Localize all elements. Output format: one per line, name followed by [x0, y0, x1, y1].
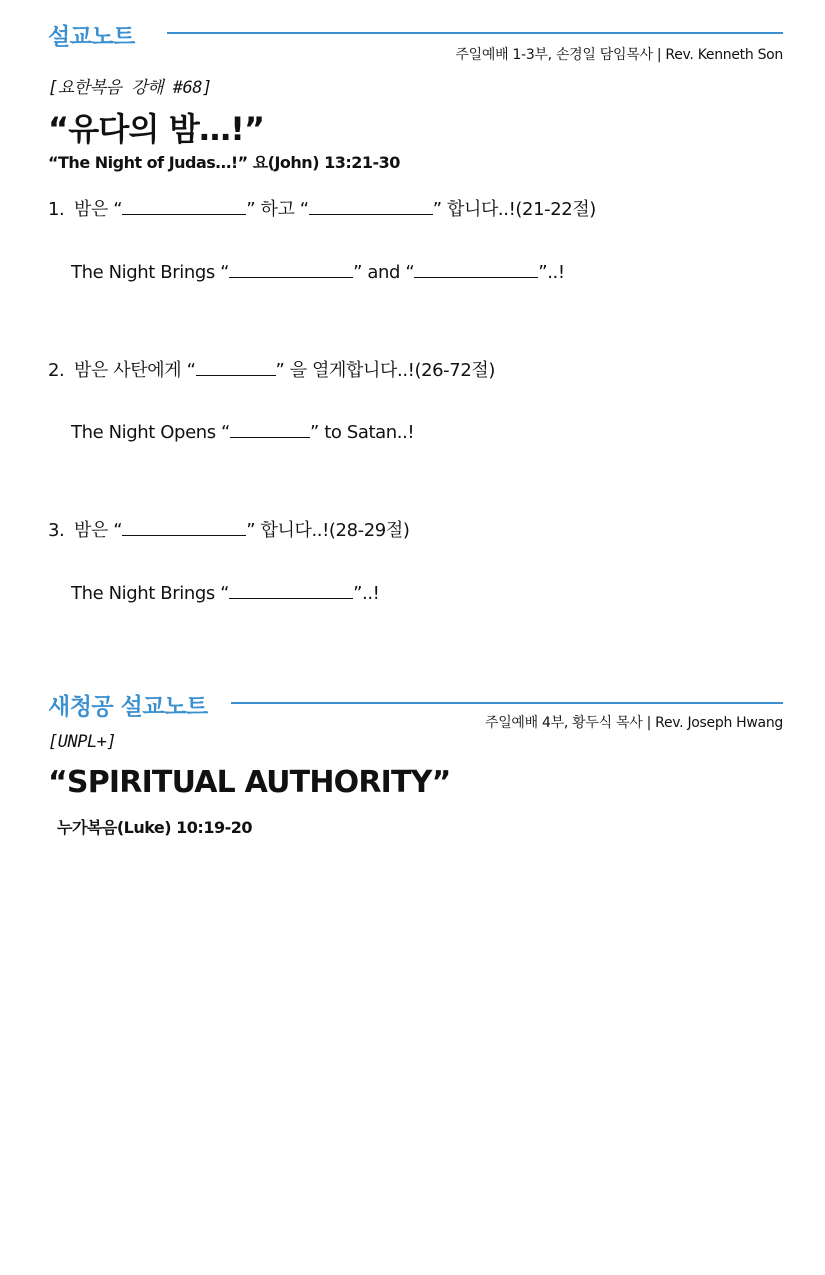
service-info: 주일예배 4부, 황두식 목사 | Rev. Joseph Hwang: [484, 715, 783, 731]
question-1: 1. 밤은 “ ” 하고 “ ” 합니다..!(21-22절): [48, 199, 596, 220]
section-heading: 새청공 설교노트: [48, 694, 208, 720]
sermon-subtitle: 누가복음(Luke) 10:19-20: [57, 818, 253, 837]
service-info: 주일예배 1-3부, 손경일 담임목사 | Rev. Kenneth Son: [455, 47, 783, 63]
series-label: [UNPL+]: [48, 732, 117, 752]
heading-rule: [167, 32, 783, 34]
fill-blank[interactable]: [196, 361, 276, 376]
sermon-subtitle: “The Night of Judas…!” 요(John) 13:21-30: [48, 153, 400, 172]
section-heading: 설교노트: [48, 24, 135, 50]
fill-blank[interactable]: [309, 200, 433, 215]
series-label: [요한복음 강해 #68]: [48, 78, 212, 98]
question-3-english: The Night Brings “ ”..!: [71, 583, 380, 604]
fill-blank[interactable]: [229, 263, 353, 278]
heading-rule: [231, 702, 783, 704]
question-2-english: The Night Opens “ ” to Satan..!: [71, 422, 415, 443]
sermon-title: “SPIRITUAL AUTHORITY”: [48, 765, 451, 800]
fill-blank[interactable]: [122, 521, 246, 536]
question-1-english: The Night Brings “ ” and “ ”..!: [71, 262, 565, 283]
fill-blank[interactable]: [122, 200, 246, 215]
fill-blank[interactable]: [414, 263, 538, 278]
question-2: 2. 밤은 사탄에게 “ ” 을 열게합니다..!(26-72절): [48, 360, 495, 381]
fill-blank[interactable]: [229, 584, 353, 599]
fill-blank[interactable]: [230, 423, 310, 438]
sermon-title: “유다의 밤…!”: [48, 110, 265, 148]
question-3: 3. 밤은 “ ” 합니다..!(28-29절): [48, 520, 410, 541]
